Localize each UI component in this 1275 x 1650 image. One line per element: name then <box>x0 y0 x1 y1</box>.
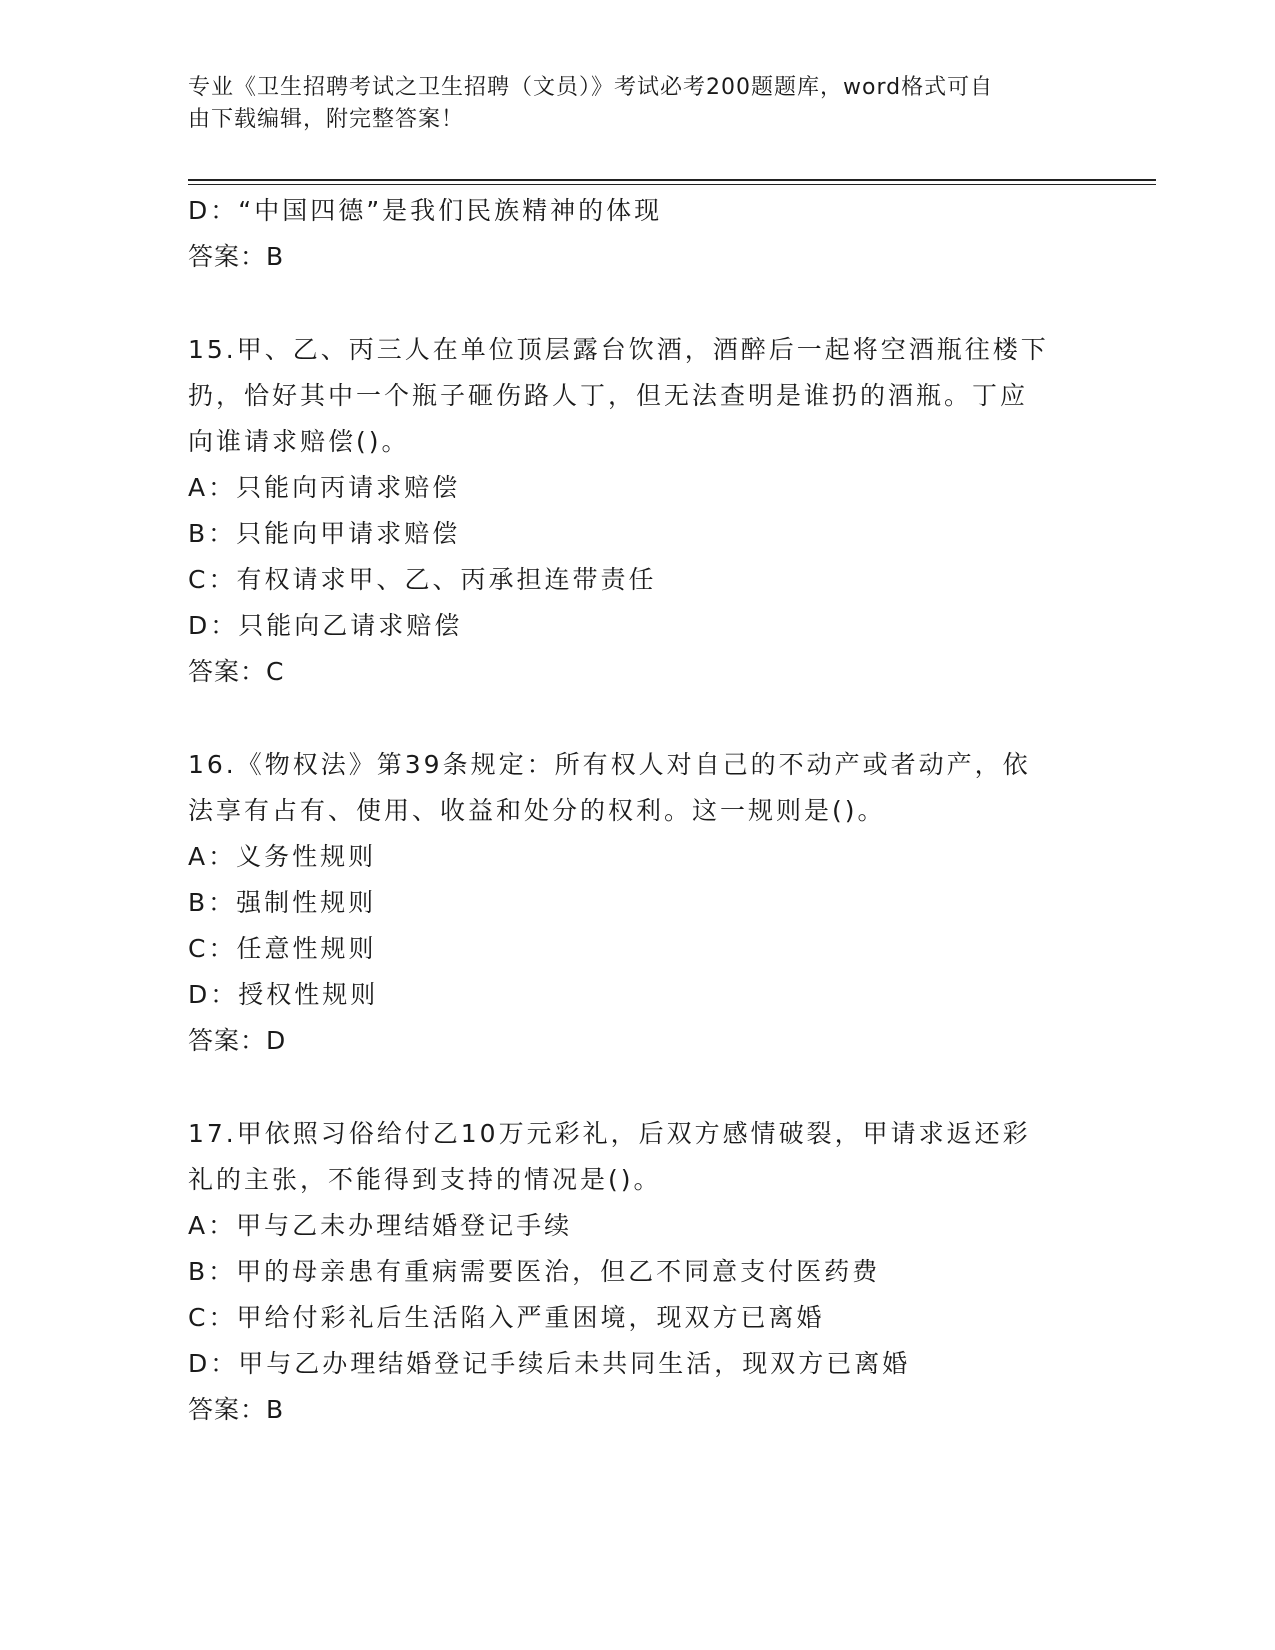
prev-answer: 答案：B <box>188 242 285 271</box>
header-line-2: 由下载编辑，附完整答案！ <box>188 107 465 132</box>
option-d: D：甲与乙办理结婚登记手续后未共同生活，现双方已离婚 <box>188 1349 911 1378</box>
option-a: A：甲与乙未办理结婚登记手续 <box>188 1211 573 1240</box>
option-a: A：义务性规则 <box>188 842 377 871</box>
spacer <box>188 1064 1088 1111</box>
option-b: B：只能向甲请求赔偿 <box>188 519 461 548</box>
page-content <box>188 188 1088 1433</box>
answer-line: 答案：D <box>188 1026 287 1055</box>
question-block-16 <box>188 742 1088 1064</box>
question-stem <box>188 742 1068 834</box>
document-header <box>188 72 1068 136</box>
option-c: C：任意性规则 <box>188 934 377 963</box>
question-stem-line: 15.甲、乙、丙三人在单位顶层露台饮酒，酒醉后一起将空酒瓶往楼下 <box>188 335 1049 364</box>
question-stem <box>188 1111 1068 1203</box>
option-d: D：只能向乙请求赔偿 <box>188 611 463 640</box>
question-block-15 <box>188 327 1088 695</box>
option-b: B：甲的母亲患有重病需要医治，但乙不同意支付医药费 <box>188 1257 881 1286</box>
question-stem <box>188 327 1068 465</box>
option-b: B：强制性规则 <box>188 888 377 917</box>
question-stem-line: 16.《物权法》第39条规定：所有权人对自己的不动产或者动产，依 <box>188 750 1031 779</box>
prev-option-d: D：“中国四德”是我们民族精神的体现 <box>188 196 663 225</box>
question-stem-line: 礼的主张，不能得到支持的情况是()。 <box>188 1165 662 1194</box>
question-stem-line: 扔，恰好其中一个瓶子砸伤路人丁，但无法查明是谁扔的酒瓶。丁应 <box>188 381 1029 410</box>
spacer <box>188 695 1088 742</box>
question-block-17 <box>188 1111 1088 1433</box>
header-divider-thin <box>188 184 1156 185</box>
question-stem-line: 法享有占有、使用、收益和处分的权利。这一规则是()。 <box>188 796 886 825</box>
answer-line: 答案：C <box>188 657 285 686</box>
option-d: D：授权性规则 <box>188 980 379 1009</box>
option-c: C：甲给付彩礼后生活陷入严重困境，现双方已离婚 <box>188 1303 825 1332</box>
header-line-1: 专业《卫生招聘考试之卫生招聘（文员）》考试必考200题题库，word格式可自 <box>188 75 994 100</box>
spacer <box>188 280 1088 327</box>
option-a: A：只能向丙请求赔偿 <box>188 473 461 502</box>
question-stem-line: 17.甲依照习俗给付乙10万元彩礼，后双方感情破裂，甲请求返还彩 <box>188 1119 1031 1148</box>
answer-line: 答案：B <box>188 1395 285 1424</box>
question-stem-line: 向谁请求赔偿()。 <box>188 427 410 456</box>
header-divider-thick <box>188 179 1156 181</box>
option-c: C：有权请求甲、乙、丙承担连带责任 <box>188 565 657 594</box>
